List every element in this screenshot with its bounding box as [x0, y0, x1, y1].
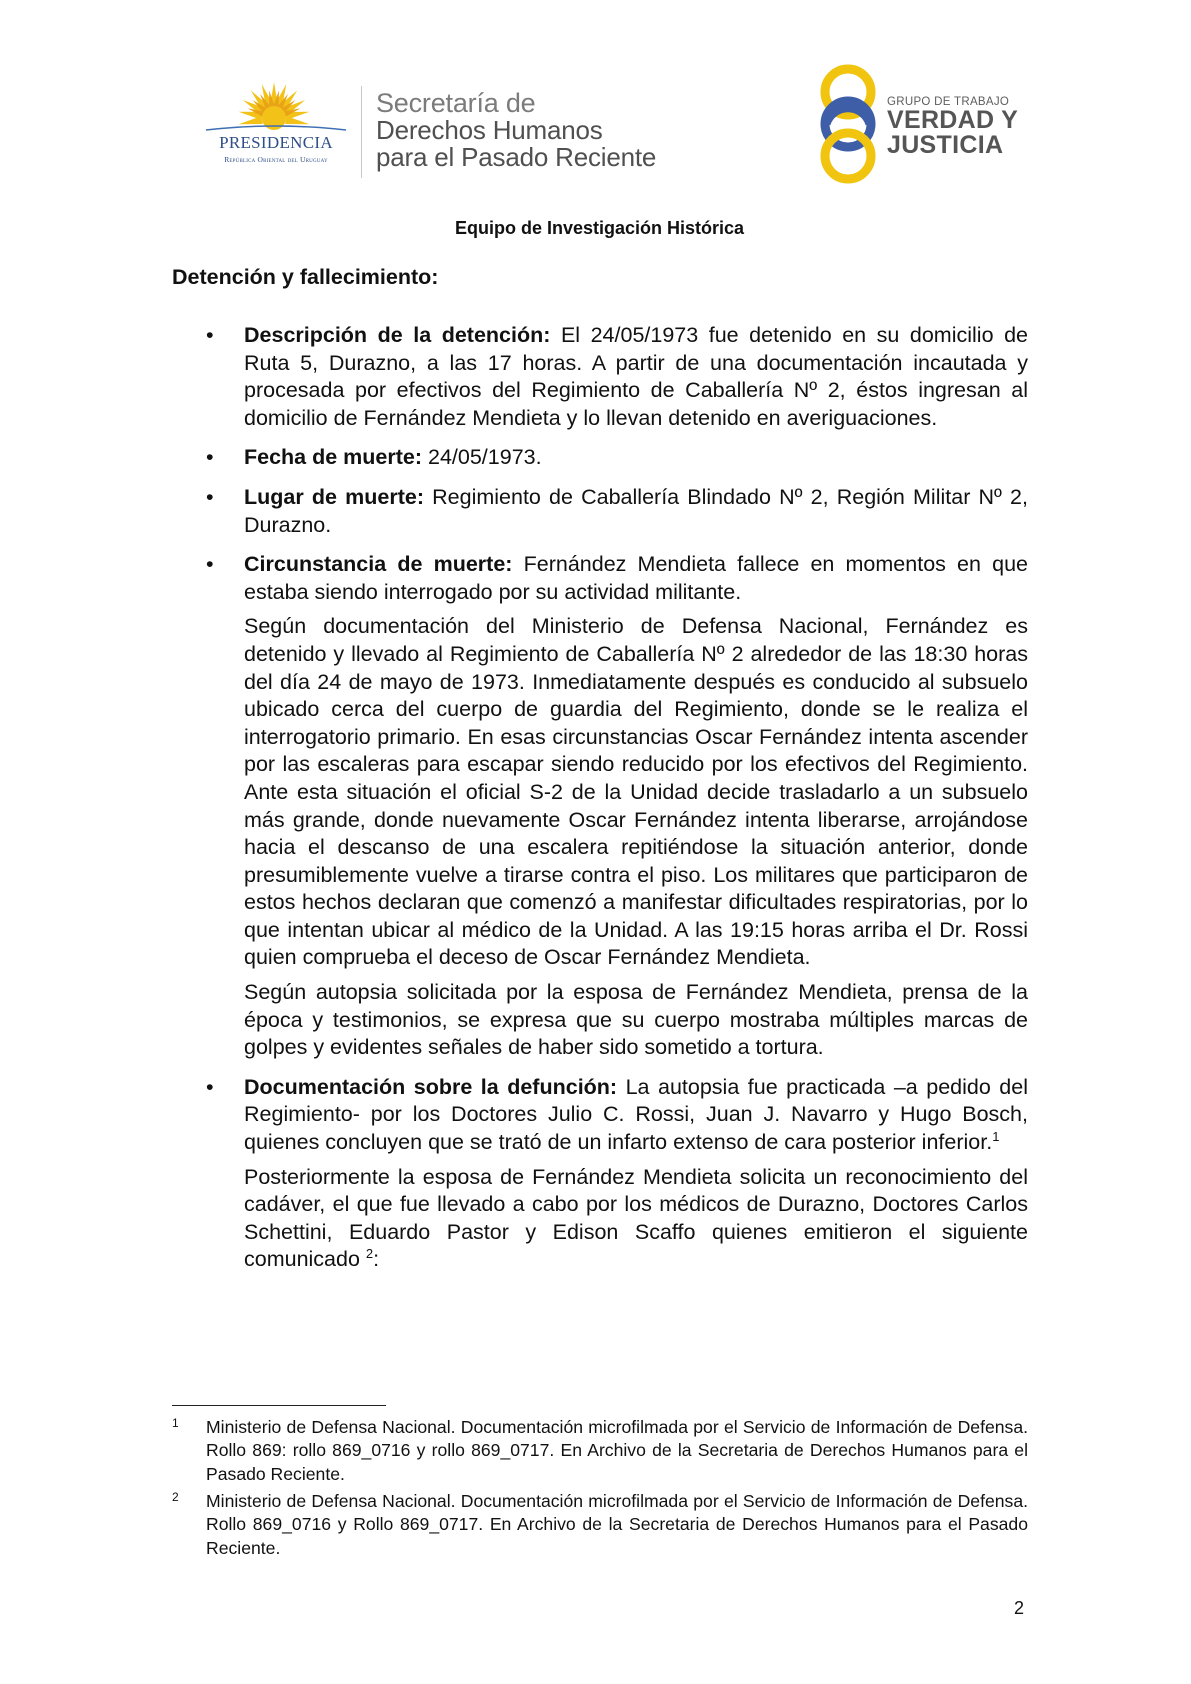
item-text: El 24/05/1973 fue detenido en su domicilio de Ruta 5, Durazno, a las 17 horas. A partir de una documentación incautada y procesada por efectivos del Regimiento de Caballería Nº 2, éstos ingresan al domicilio de Fernández Mendieta y lo llevan detenido en averiguaciones. [244, 323, 1028, 430]
footnote-text: Ministerio de Defensa Nacional. Documentación microfilmada por el Servicio de Información de Defensa. Rollo 869: rollo 869_0716 y rollo 869_0717. En Archivo de la Secretaria de Derechos Humanos para el Pasado Reciente. [206, 1417, 1028, 1484]
footnote-number: 2 [172, 1490, 179, 1504]
footnote-2 [172, 1490, 1028, 1560]
list-item-fecha [206, 444, 1028, 472]
footnote-separator [172, 1405, 386, 1406]
item-text: Fernández Mendieta fallece en momentos en que estaba siendo interrogado por su actividad militante. [244, 552, 1028, 604]
secretaria-logo-text [376, 90, 656, 171]
item-text: La autopsia fue practicada –a pedido del Regimiento- por los Doctores Julio C. Rossi, Juan J. Navarro y Hugo Bosch, quienes concluyen que se trató de un infarto extenso de cara posterior inferior. [244, 1074, 1028, 1155]
gtvj-line2: VERDAD Y [887, 106, 1019, 134]
secretaria-line1: Secretaría de [376, 88, 536, 118]
presidencia-logo [196, 78, 356, 178]
item-label: Fecha de muerte: [244, 445, 423, 470]
item-label: Descripción de la detención: [244, 323, 551, 347]
presidencia-title: PRESIDENCIA [219, 133, 333, 152]
list-item-circunstancia [206, 551, 1028, 606]
circunstancia-paragraph-2: Según autopsia solicitada por la esposa de Fernández Mendieta, prensa de la época y testimonios, se expresa que su cuerpo mostraba múltiples marcas de golpes y evidentes señales de haber sido sometido a tortura. [244, 980, 1028, 1060]
paragraph-end: : [373, 1247, 380, 1272]
gtvj-line1: GRUPO DE TRABAJO [887, 96, 1010, 108]
footnote-ref-2[interactable]: 2 [365, 1246, 374, 1262]
item-text: 24/05/1973. [422, 445, 542, 470]
list-item-lugar [206, 484, 1028, 539]
item-label: Circunstancia de muerte: [244, 552, 513, 577]
presidencia-subtitle: República Oriental del Uruguay [224, 155, 328, 164]
gtvj-logo-text [887, 96, 1018, 158]
footnote-ref-1[interactable]: 1 [992, 1128, 1000, 1144]
list-item-descripcion [206, 322, 1028, 432]
secretaria-line3: para el Pasado Reciente [376, 142, 657, 172]
gtvj-line3: JUSTICIA [887, 131, 1004, 159]
footnote-number: 1 [172, 1416, 179, 1430]
footnote-text: Ministerio de Defensa Nacional. Documentación microfilmada por el Servicio de Información de Defensa. Rollo 869_0716 y Rollo 869_0717. En Archivo de la Secretaria de Derechos Humanos para el Pasado Reciente. [206, 1491, 1028, 1558]
section-title: Detención y fallecimiento: [172, 265, 439, 289]
main-content [206, 322, 1028, 1274]
paragraph-text: Posteriormente la esposa de Fernández Mendieta solicita un reconocimiento del cadáver, el que fue llevado a cabo por los médicos de Durazno, Doctores Carlos Schettini, Eduardo Pastor y Edison Scaffo quienes emitieron el siguiente comunicado [244, 1164, 1028, 1272]
team-title: Equipo de Investigación Histórica [454, 218, 745, 238]
secretaria-line2: Derechos Humanos [376, 115, 603, 145]
item-text: Regimiento de Caballería Blindado Nº 2, Región Militar Nº 2, Durazno. [244, 484, 1028, 537]
header-divider [361, 86, 362, 178]
page-number: 2 [1014, 1598, 1025, 1618]
gtvj-rings-icon [813, 62, 883, 187]
item-label: Lugar de muerte: [244, 484, 424, 509]
circunstancia-paragraph-1: Según documentación del Ministerio de Defensa Nacional, Fernández es detenido y llevado al Regimiento de Caballería Nº 2 alrededor de las 18:30 horas del día 24 de mayo de 1973. Inmediatamente después es conducido al subsuelo ubicado cerca del cuerpo de guardia del Regimiento, donde se le realiza el interrogatorio primario. En esas circunstancias Oscar Fernández intenta ascender por las escaleras para escapar siendo reducido por los efectivos del Regimiento. Ante esta situación el oficial S-2 de la Unidad decide trasladarlo a un subsuelo más grande, donde nuevamente Oscar Fernández intenta liberarse, arrojándose hacia el descanso de una escalera repitiéndose la situación anterior, donde presumiblemente vuelve a tirarse contra el piso. Los militares que participaron de estos hechos declaran que comenzó a manifestar dificultades respiratorias, por lo que intentan ubicar al médico de la Unidad. A las 19:15 horas arriba el Dr. Rossi quien comprueba el deceso de Oscar Fernández Mendieta. [244, 614, 1028, 970]
list-item-documentacion [206, 1074, 1028, 1157]
documentacion-paragraph-1 [206, 1164, 1028, 1274]
footnote-1 [172, 1416, 1028, 1486]
item-label: Documentación sobre la defunción: [244, 1074, 618, 1099]
